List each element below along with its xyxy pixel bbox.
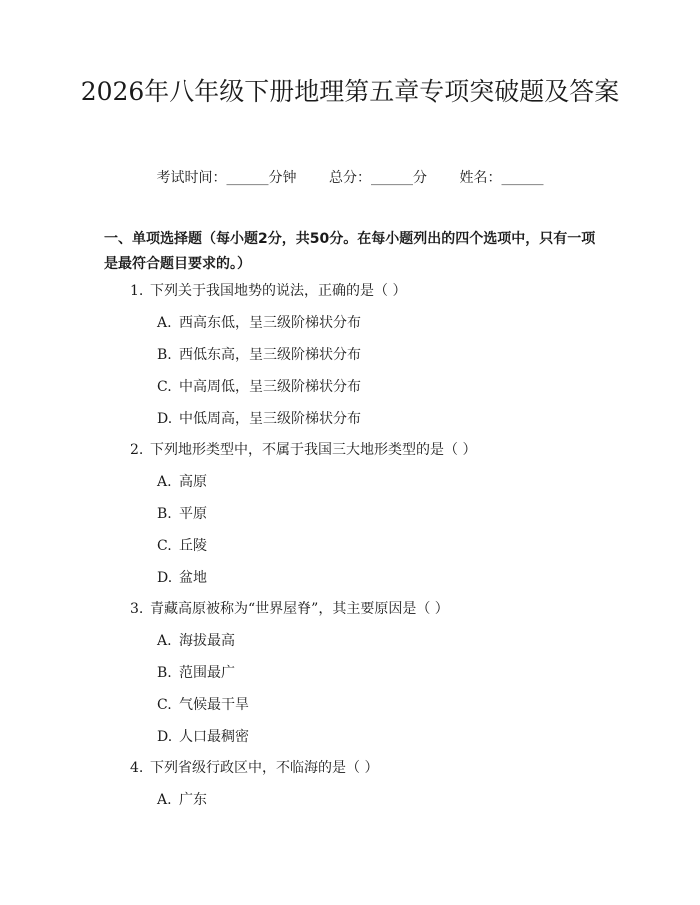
option-item	[157, 631, 235, 651]
option-item	[157, 377, 361, 397]
option-letter: D.	[157, 411, 173, 427]
document-title: 2026年八年级下册地理第五章专项突破题及答案	[80, 77, 620, 106]
option-letter: A.	[157, 633, 172, 649]
question-number: 4.	[130, 760, 144, 776]
option-text: 丘陵	[179, 538, 207, 554]
question-stem	[130, 599, 449, 619]
question-number: 2.	[130, 442, 144, 458]
option-item	[157, 345, 361, 365]
option-item	[157, 727, 249, 747]
question-text: 下列地形类型中，不属于我国三大地形类型的是（ ）	[150, 442, 477, 458]
option-text: 西低东高，呈三级阶梯状分布	[179, 347, 361, 363]
exam-info-line	[0, 168, 700, 188]
question-stem	[130, 281, 406, 301]
option-item	[157, 536, 207, 556]
option-item	[157, 472, 207, 492]
question-number: 1.	[130, 283, 144, 299]
option-letter: C.	[157, 379, 172, 395]
option-letter: D.	[157, 729, 173, 745]
option-text: 气候最干旱	[179, 697, 249, 713]
option-item	[157, 790, 207, 810]
option-text: 西高东低，呈三级阶梯状分布	[179, 315, 361, 331]
option-letter: B.	[157, 506, 172, 522]
option-letter: C.	[157, 538, 172, 554]
student-name-field: 姓名：______	[459, 170, 544, 186]
option-item	[157, 409, 361, 429]
question-stem	[130, 440, 476, 460]
option-text: 中高周低，呈三级阶梯状分布	[179, 379, 361, 395]
option-item	[157, 313, 361, 333]
option-text: 范围最广	[179, 665, 235, 681]
question-text: 下列省级行政区中，不临海的是（ ）	[150, 760, 379, 776]
option-item	[157, 695, 249, 715]
option-letter: A.	[157, 792, 172, 808]
question-number: 3.	[130, 601, 144, 617]
exam-time-field: 考试时间：______分钟	[156, 170, 297, 186]
section-heading: 一、单项选择题（每小题2分，共50分。在每小题列出的四个选项中，只有一项是最符合题目要求的。）	[104, 231, 596, 272]
question-text: 下列关于我国地势的说法，正确的是（ ）	[150, 283, 407, 299]
question-stem	[130, 758, 378, 778]
option-letter: D.	[157, 570, 173, 586]
option-text: 平原	[179, 506, 207, 522]
option-letter: A.	[157, 474, 172, 490]
option-item	[157, 663, 235, 683]
total-score-field: 总分：______分	[329, 170, 427, 186]
option-text: 中低周高，呈三级阶梯状分布	[179, 411, 361, 427]
question-text: 青藏高原被称为“世界屋脊”，其主要原因是（ ）	[150, 601, 449, 617]
option-letter: C.	[157, 697, 172, 713]
option-text: 盆地	[179, 570, 207, 586]
option-text: 高原	[179, 474, 207, 490]
option-item	[157, 504, 207, 524]
option-letter: B.	[157, 347, 172, 363]
option-letter: A.	[157, 315, 172, 331]
option-text: 广东	[179, 792, 207, 808]
option-text: 人口最稠密	[179, 729, 249, 745]
option-letter: B.	[157, 665, 172, 681]
option-text: 海拔最高	[179, 633, 235, 649]
option-item	[157, 568, 207, 588]
